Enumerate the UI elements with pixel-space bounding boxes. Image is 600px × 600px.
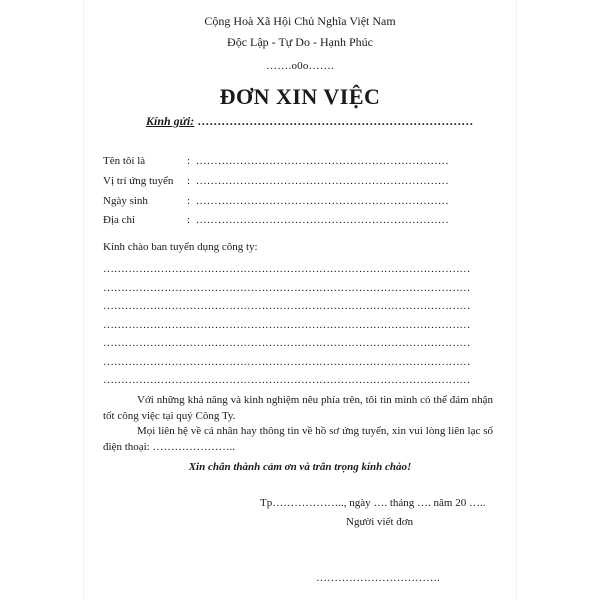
field-blank: …………………………………………………………… xyxy=(193,214,449,226)
closing-thanks: Xin chân thành cảm ơn và trân trọng kính chào! xyxy=(188,461,412,473)
field-position xyxy=(103,175,449,188)
field-address xyxy=(103,214,449,227)
experience-text: Với những khả năng và kinh nghiệm nêu phía trên, tôi tin mình có thể đảm nhận tốt công việc tại quý Công Ty. xyxy=(103,394,493,422)
field-label: Địa chỉ xyxy=(103,214,136,226)
field-blank: …………………………………………………………… xyxy=(193,175,449,187)
field-colon: : xyxy=(187,175,191,187)
field-colon: : xyxy=(187,195,191,207)
field-label: Vị trí ứng tuyển xyxy=(103,175,174,187)
field-blank: …………………………………………………………… xyxy=(193,195,449,207)
field-colon: : xyxy=(187,155,191,167)
greeting: Kính chào ban tuyển dụng công ty: xyxy=(103,241,258,253)
recipient-line xyxy=(146,114,473,128)
field-birthdate xyxy=(103,195,449,208)
field-blank: …………………………………………………………… xyxy=(193,155,449,167)
national-motto: Độc Lập - Tự Do - Hạnh Phúc xyxy=(227,35,373,49)
field-label: Tên tôi là xyxy=(103,155,146,167)
blank-line: ………………………………………………………………………………………… xyxy=(103,300,471,312)
blank-line: ………………………………………………………………………………………… xyxy=(103,319,471,331)
signature-line: ……………………………. xyxy=(316,572,440,584)
blank-line: ………………………………………………………………………………………… xyxy=(103,356,471,368)
experience-paragraph xyxy=(103,392,493,424)
blank-line: ………………………………………………………………………………………… xyxy=(103,263,471,275)
recipient-label: Kính gửi: xyxy=(146,114,195,128)
document-title: ĐƠN XIN VIỆC xyxy=(219,84,381,109)
blank-line: ………………………………………………………………………………………… xyxy=(103,282,471,294)
blank-line: ………………………………………………………………………………………… xyxy=(103,337,471,349)
field-label: Ngày sinh xyxy=(103,195,148,207)
application-form-page xyxy=(84,0,516,600)
contact-text: Mọi liên hệ về cá nhân hay thông tin về hồ sơ ứng tuyển, xin vui lòng liên lạc số điện thoại: ………………….. xyxy=(103,425,493,453)
field-name xyxy=(103,155,449,168)
header-ornament: …….o0o……. xyxy=(266,60,334,72)
field-colon: : xyxy=(187,214,191,226)
national-title: Cộng Hoà Xã Hội Chủ Nghĩa Việt Nam xyxy=(204,14,396,28)
applicant-label: Người viết đơn xyxy=(346,516,414,528)
recipient-blank: …………………………………………………………… xyxy=(194,114,474,128)
contact-paragraph xyxy=(103,423,493,455)
blank-line: ………………………………………………………………………………………… xyxy=(103,374,471,386)
place-date-line: Tp……………….., ngày …. tháng …. năm 20 ….. xyxy=(260,497,486,509)
